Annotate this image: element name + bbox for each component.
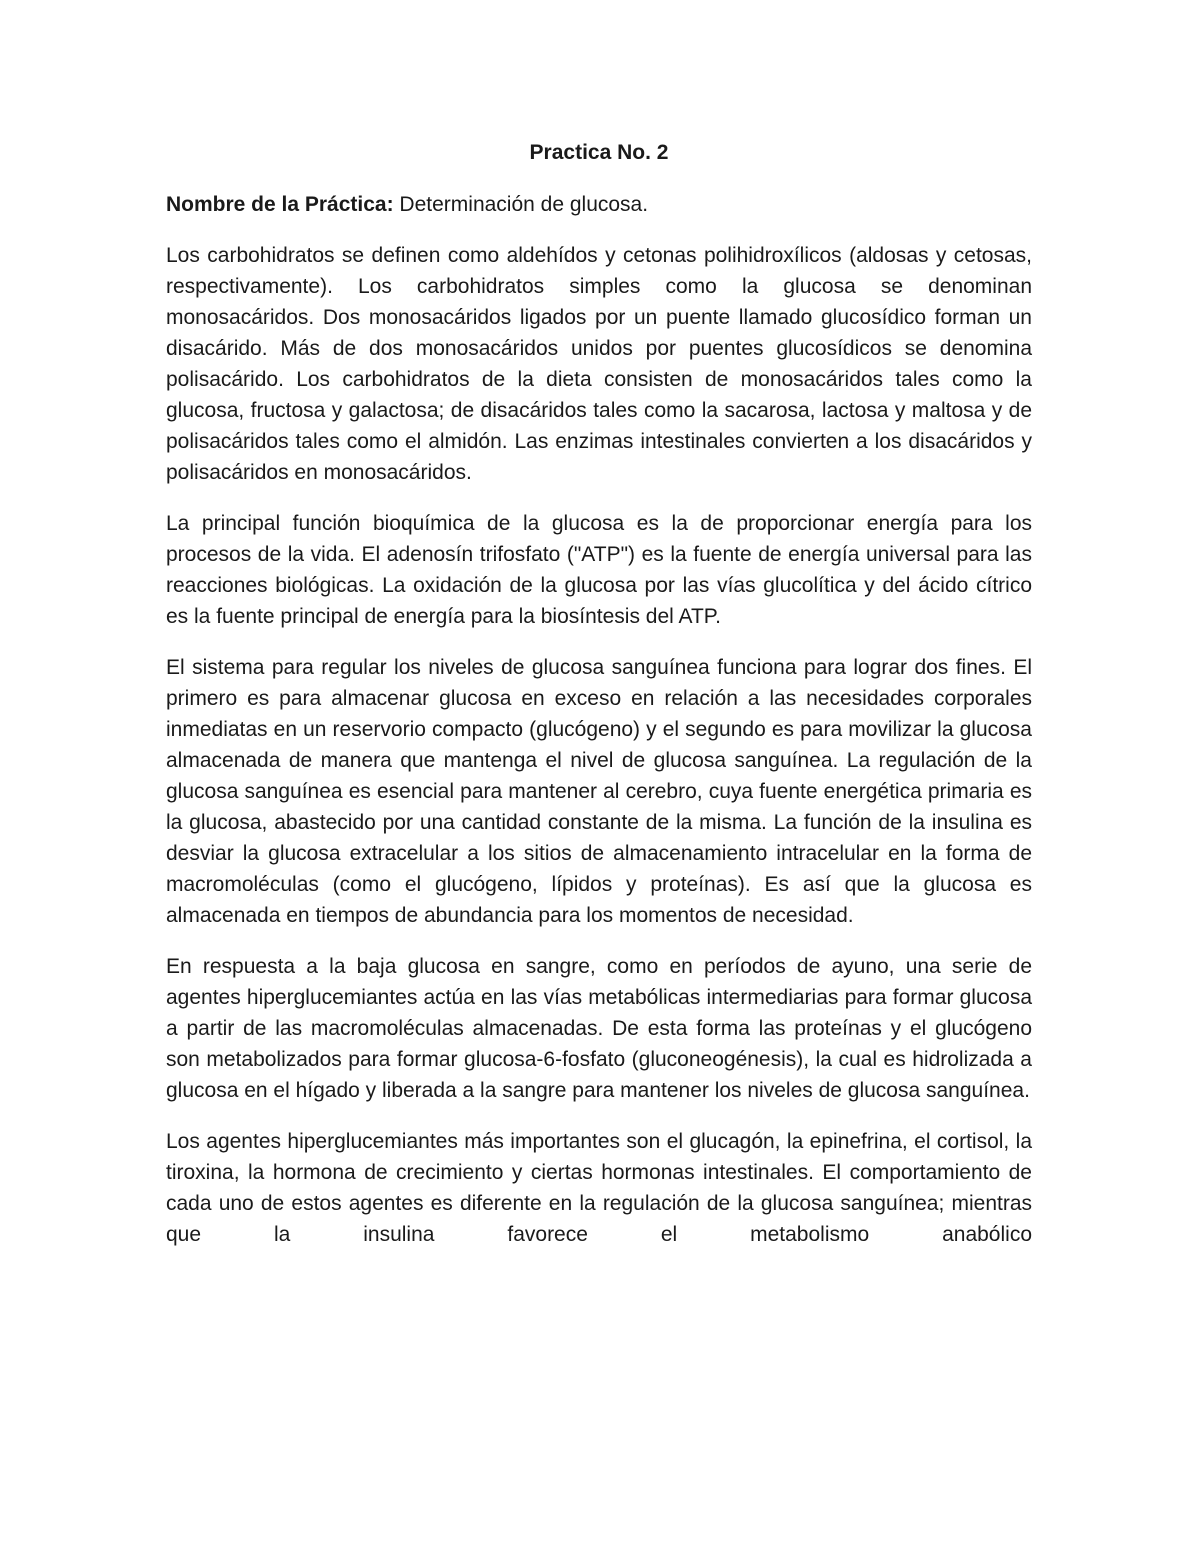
practice-name-label: Nombre de la Práctica: <box>166 193 394 216</box>
paragraph-glucose-function: La principal función bioquímica de la glucosa es la de proporcionar energía para los procesos de la vida. El adenosín trifosfato ("ATP") es la fuente de energía universal para las reacciones biológicas. La oxidación de la glucosa por las vías glucolítica y del ácido cítrico es la fuente principal de energía para la biosíntesis del ATP. <box>166 512 1032 628</box>
paragraph-hyperglycemic-agents: Los agentes hiperglucemiantes más importantes son el glucagón, la epinefrina, el cortisol, la tiroxina, la hormona de crecimiento y ciertas hormonas intestinales. El comportamiento de cada uno de estos agentes es diferente en la regulación de la glucosa sanguínea; mientras que la insulina favorece el metabolismo anabólico <box>166 1130 1032 1246</box>
paragraph-carbohydrates: Los carbohidratos se definen como aldehídos y cetonas polihidroxílicos (aldosas y cetosas, respectivamente). Los carbohidratos simples como la glucosa se denominan monosacáridos. Dos monosacáridos ligados por un puente llamado glucosídico forman un disacárido. Más de dos monosacáridos unidos por puentes glucosídicos se denomina polisacárido. Los carbohidratos de la dieta consisten de monosacáridos tales como la glucosa, fructosa y galactosa; de disacáridos tales como la sacarosa, lactosa y maltosa y de polisacáridos tales como el almidón. Las enzimas intestinales convierten a los disacáridos y polisacáridos en monosacáridos. <box>166 244 1032 484</box>
paragraph-fasting-response: En respuesta a la baja glucosa en sangre, como en períodos de ayuno, una serie de agentes hiperglucemiantes actúa en las vías metabólicas intermediarias para formar glucosa a partir de las macromoléculas almacenadas. De esta forma las proteínas y el glucógeno son metabolizados para formar glucosa-6-fosfato (gluconeogénesis), la cual es hidrolizada a glucosa en el hígado y liberada a la sangre para mantener los niveles de glucosa sanguínea. <box>166 955 1032 1102</box>
practice-name-value: Determinación de glucosa. <box>393 193 649 216</box>
document-title: Practica No. 2 <box>529 141 669 164</box>
practice-name-line <box>166 189 1032 220</box>
paragraph-glucose-regulation: El sistema para regular los niveles de glucosa sanguínea funciona para lograr dos fines. El primero es para almacenar glucosa en exceso en relación a las necesidades corporales inmediatas en un reservorio compacto (glucógeno) y el segundo es para movilizar la glucosa almacenada de manera que mantenga el nivel de glucosa sanguínea. La regulación de la glucosa sanguínea es esencial para mantener al cerebro, cuya fuente energética primaria es la glucosa, abastecido por una cantidad constante de la misma. La función de la insulina es desviar la glucosa extracelular a los sitios de almacenamiento intracelular en la forma de macromoléculas (como el glucógeno, lípidos y proteínas). Es así que la glucosa es almacenada en tiempos de abundancia para los momentos de necesidad. <box>166 656 1032 927</box>
document-body <box>166 137 1032 1270</box>
